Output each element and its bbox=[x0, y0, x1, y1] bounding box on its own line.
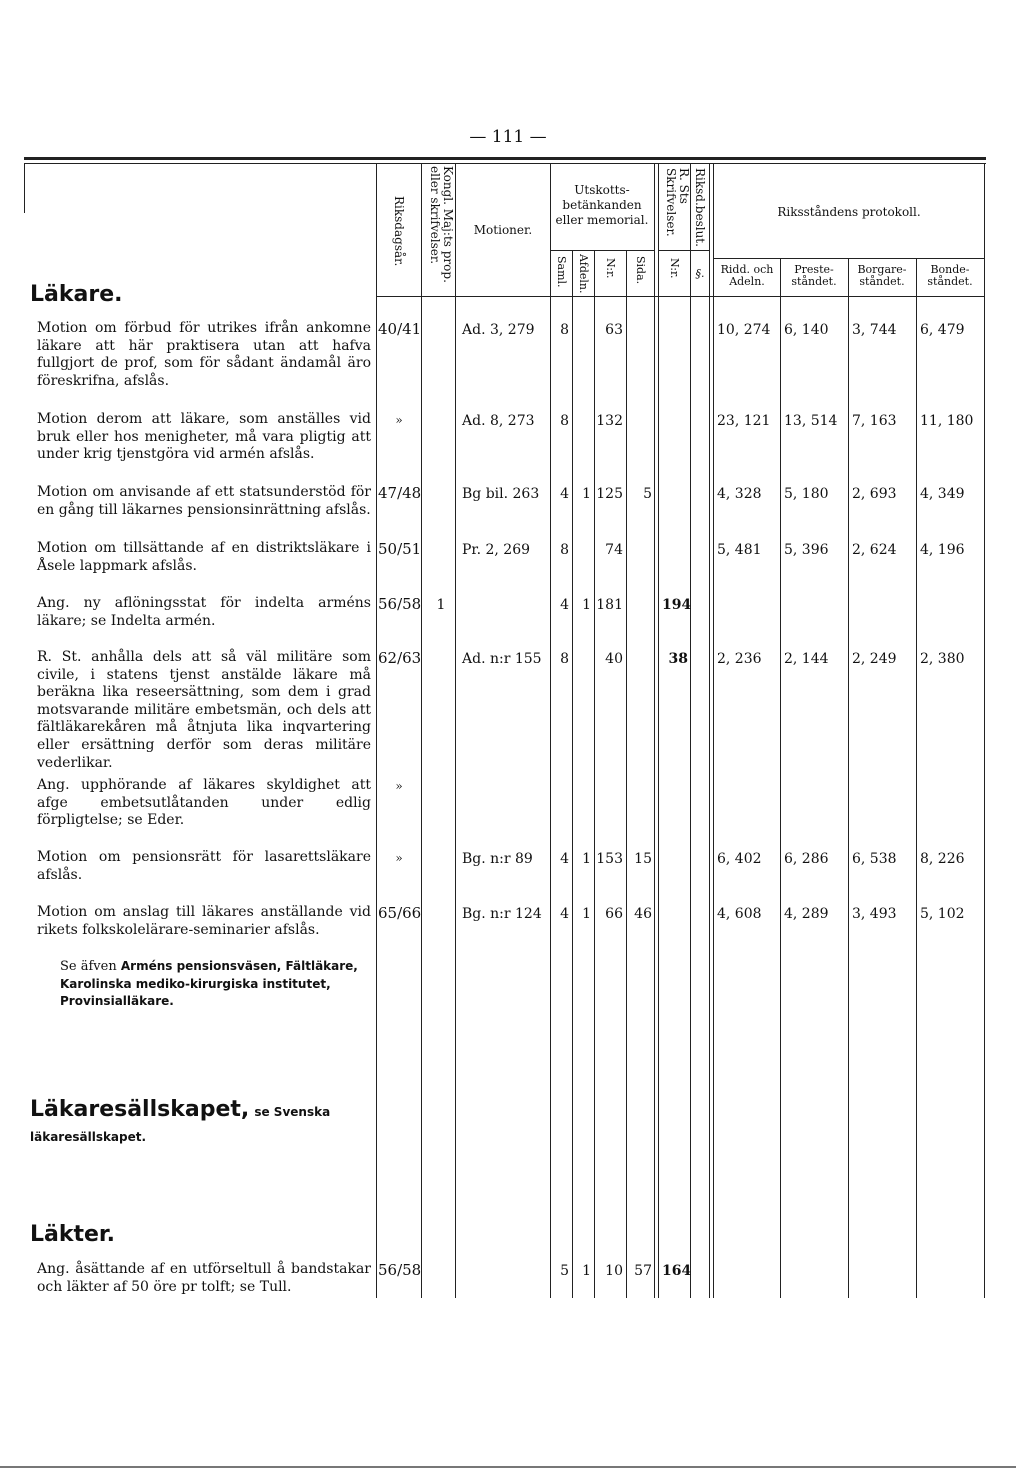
sub-rule bbox=[713, 258, 984, 259]
entry-sida: 46 bbox=[634, 906, 652, 922]
entry-saml: 8 bbox=[560, 322, 569, 338]
entry-preste: 2, 144 bbox=[784, 651, 829, 667]
entry-year: 56/58 bbox=[378, 1261, 422, 1279]
section-title-lakter: Läkter. bbox=[30, 1222, 116, 1247]
entry-nr: 132 bbox=[596, 413, 623, 429]
entry-ridd: 2, 236 bbox=[717, 651, 762, 667]
entry-afdeln: 1 bbox=[582, 906, 591, 922]
page-number: — 111 — bbox=[469, 127, 547, 147]
entry-nr: 40 bbox=[605, 651, 623, 667]
col-rule bbox=[626, 250, 627, 1298]
entry-preste: 5, 396 bbox=[784, 542, 829, 558]
header-ridd: Ridd. och Adeln. bbox=[720, 263, 774, 288]
entry-sida: 57 bbox=[634, 1263, 652, 1279]
entry-year: 40/41 bbox=[378, 320, 422, 338]
entry-bonde: 8, 226 bbox=[920, 851, 965, 867]
entry-nr: 66 bbox=[605, 906, 623, 922]
top-rule-thick bbox=[24, 157, 986, 160]
entry-ridd: 4, 328 bbox=[717, 486, 762, 502]
entry-rstsnr: 164 bbox=[662, 1263, 692, 1279]
entry-borgare: 2, 693 bbox=[852, 486, 897, 502]
header-borgare: Borgare-ståndet. bbox=[857, 263, 907, 288]
col-rule bbox=[690, 163, 691, 1298]
entry-description: Motion om pensionsrätt för lasarettsläkare afslås. bbox=[37, 849, 371, 883]
sub-rule bbox=[550, 250, 654, 251]
entry-preste: 4, 289 bbox=[784, 906, 829, 922]
header-utskotts: Utskotts-betänkanden eller memorial. bbox=[555, 183, 649, 227]
entry-year: » bbox=[395, 779, 403, 793]
col-rule bbox=[455, 163, 456, 1298]
col-rule bbox=[984, 163, 985, 1298]
entry-motion: Bg. n:r 89 bbox=[462, 851, 533, 867]
col-rule bbox=[916, 258, 917, 1298]
see-also-refs: Arméns pensionsväsen, Fältläkare, Karolinska mediko-kirurgiska institutet, Provinsialläkare. bbox=[60, 959, 358, 1009]
entry-preste: 13, 514 bbox=[784, 413, 838, 429]
header-sign: §. bbox=[695, 267, 705, 280]
entry-year: » bbox=[395, 413, 403, 427]
entry-motion: Ad. n:r 155 bbox=[462, 651, 542, 667]
entry-year: 47/48 bbox=[378, 484, 422, 502]
entry-description: Motion om förbud för utrikes ifrån ankomne läkare att här praktisera utan att hafva fullgjort de prof, som för sådant ändamål äro föreskrifna, afslås. bbox=[37, 320, 371, 389]
entry-borgare: 3, 493 bbox=[852, 906, 897, 922]
header-kongl: Kongl. Maj:ts prop. eller skrifvelser. bbox=[428, 166, 455, 283]
entry-motion: Ad. 8, 273 bbox=[462, 413, 535, 429]
entry-saml: 4 bbox=[560, 486, 569, 502]
entry-year: 56/58 bbox=[378, 595, 422, 613]
entry-year: 65/66 bbox=[378, 904, 422, 922]
entry-preste: 5, 180 bbox=[784, 486, 829, 502]
entry-motion: Bg. n:r 124 bbox=[462, 906, 542, 922]
col-rule bbox=[572, 250, 573, 1298]
entry-description: Ang. åsättande af en utförseltull å bandstakar och läkter af 50 öre pr tolft; se Tull. bbox=[37, 1261, 371, 1295]
entry-saml: 4 bbox=[560, 597, 569, 613]
header-r-sts: R. Sts Skrifvelser. bbox=[664, 168, 691, 237]
entry-nr: 74 bbox=[605, 542, 623, 558]
section-title-lakaresallskapet: Läkaresällskapet, bbox=[30, 1097, 250, 1122]
entry-motion: Ad. 3, 279 bbox=[462, 322, 535, 338]
entry-preste: 6, 286 bbox=[784, 851, 829, 867]
entry-description: Motion om tillsättande af en distriktsläkare i Åsele lappmark afslås. bbox=[37, 540, 371, 574]
entry-sida: 15 bbox=[634, 851, 652, 867]
header-nr2: N:r. bbox=[668, 258, 681, 279]
entry-ridd: 10, 274 bbox=[717, 322, 771, 338]
entry-saml: 5 bbox=[560, 1263, 569, 1279]
entry-sida: 5 bbox=[643, 486, 652, 502]
entry-description: Motion derom att läkare, som anställes vid bruk eller hos menigheter, må vara pligtig att under krig tjenstgöra vid armén afslås. bbox=[37, 411, 371, 463]
entry-motion: Pr. 2, 269 bbox=[462, 542, 531, 558]
entry-borgare: 3, 744 bbox=[852, 322, 897, 338]
entry-nr: 125 bbox=[596, 486, 623, 502]
entry-year: 50/51 bbox=[378, 540, 422, 558]
col-rule bbox=[848, 258, 849, 1298]
entry-preste: 6, 140 bbox=[784, 322, 829, 338]
entry-prop: 1 bbox=[436, 597, 446, 613]
entry-ridd: 4, 608 bbox=[717, 906, 762, 922]
entry-description: R. St. anhålla dels att så väl militäre som civile, i statens tjenst anstälde läkare må beräkna lika reseersättning, som dem i grad motsvarande militäre embetsmän, och dels att fältläkarekåren må åtnjuta lika inqvartering eller ersättning derför som deras militäre vederlikar. bbox=[37, 649, 371, 771]
entry-afdeln: 1 bbox=[582, 851, 591, 867]
entry-rstsnr: 38 bbox=[668, 651, 688, 667]
header-preste: Preste-ståndet. bbox=[791, 263, 837, 288]
col-rule bbox=[780, 258, 781, 1298]
entry-saml: 8 bbox=[560, 413, 569, 429]
header-sida: Sida. bbox=[634, 256, 647, 285]
entry-saml: 8 bbox=[560, 542, 569, 558]
col-rule bbox=[24, 163, 25, 213]
see-also-note bbox=[60, 958, 372, 1011]
header-afdeln: Afdeln. bbox=[577, 254, 590, 294]
entry-ridd: 23, 121 bbox=[717, 413, 771, 429]
col-rule bbox=[421, 163, 422, 1298]
col-rule bbox=[594, 250, 595, 1298]
section-ref-lakaresallskapet: se Svenska läkaresällskapet. bbox=[30, 1105, 331, 1144]
entry-ridd: 6, 402 bbox=[717, 851, 762, 867]
entry-description: Ang. upphörande af läkares skyldighet att afge embetsutlåtanden under edlig förpligtelse; se Eder. bbox=[37, 777, 371, 829]
header-motioner: Motioner. bbox=[473, 223, 533, 237]
entry-nr: 153 bbox=[596, 851, 623, 867]
entry-description: Motion om anslag till läkares anställande vid rikets folkskolelärare-seminarier afslås. bbox=[37, 904, 371, 938]
entry-description: Motion om anvisande af ett statsunderstöd för en gång till läkarnes pensionsinrättning afslås. bbox=[37, 484, 371, 518]
entry-saml: 4 bbox=[560, 906, 569, 922]
entry-description: Ang. ny aflöningsstat för indelta arméns läkare; se Indelta armén. bbox=[37, 595, 371, 629]
header-saml: Saml. bbox=[555, 256, 568, 288]
top-rule-thin bbox=[24, 163, 986, 164]
entry-afdeln: 1 bbox=[582, 486, 591, 502]
entry-ridd: 5, 481 bbox=[717, 542, 762, 558]
entry-year: » bbox=[395, 851, 403, 865]
entry-bonde: 4, 196 bbox=[920, 542, 965, 558]
entry-saml: 4 bbox=[560, 851, 569, 867]
scan-edge bbox=[0, 1466, 1016, 1468]
entry-motion: Bg bil. 263 bbox=[462, 486, 540, 502]
entry-borgare: 6, 538 bbox=[852, 851, 897, 867]
entry-borgare: 2, 624 bbox=[852, 542, 897, 558]
see-also-prefix: Se äfven bbox=[60, 959, 117, 974]
entry-borgare: 2, 249 bbox=[852, 651, 897, 667]
entry-nr: 181 bbox=[596, 597, 623, 613]
sub-rule bbox=[658, 250, 709, 251]
col-rule bbox=[376, 163, 377, 1298]
entry-bonde: 6, 479 bbox=[920, 322, 965, 338]
entry-borgare: 7, 163 bbox=[852, 413, 897, 429]
col-rule bbox=[658, 163, 659, 1298]
entry-afdeln: 1 bbox=[582, 597, 591, 613]
entry-bonde: 11, 180 bbox=[920, 413, 974, 429]
header-rule bbox=[376, 296, 984, 297]
header-protokoll: Riksståndens protokoll. bbox=[777, 205, 921, 219]
header-riksd-beslut: Riksd.beslut. bbox=[693, 168, 707, 247]
entry-nr: 10 bbox=[605, 1263, 623, 1279]
entry-bonde: 2, 380 bbox=[920, 651, 965, 667]
header-nr: N:r. bbox=[604, 258, 617, 279]
entry-rstsnr: 194 bbox=[662, 597, 692, 613]
header-bonde: Bonde-ståndet. bbox=[927, 263, 973, 288]
section-title-lakare: Läkare. bbox=[30, 282, 123, 307]
entry-bonde: 5, 102 bbox=[920, 906, 965, 922]
entry-bonde: 4, 349 bbox=[920, 486, 965, 502]
entry-year: 62/63 bbox=[378, 649, 422, 667]
header-riksdagsar: Riksdagsår. bbox=[392, 196, 406, 267]
col-rule bbox=[550, 163, 551, 1298]
entry-saml: 8 bbox=[560, 651, 569, 667]
section-lakaresallskapet bbox=[30, 1098, 375, 1149]
col-rule bbox=[709, 163, 710, 1298]
entry-afdeln: 1 bbox=[582, 1263, 591, 1279]
entry-nr: 63 bbox=[605, 322, 623, 338]
col-rule bbox=[654, 163, 655, 1298]
col-rule bbox=[713, 163, 714, 1298]
